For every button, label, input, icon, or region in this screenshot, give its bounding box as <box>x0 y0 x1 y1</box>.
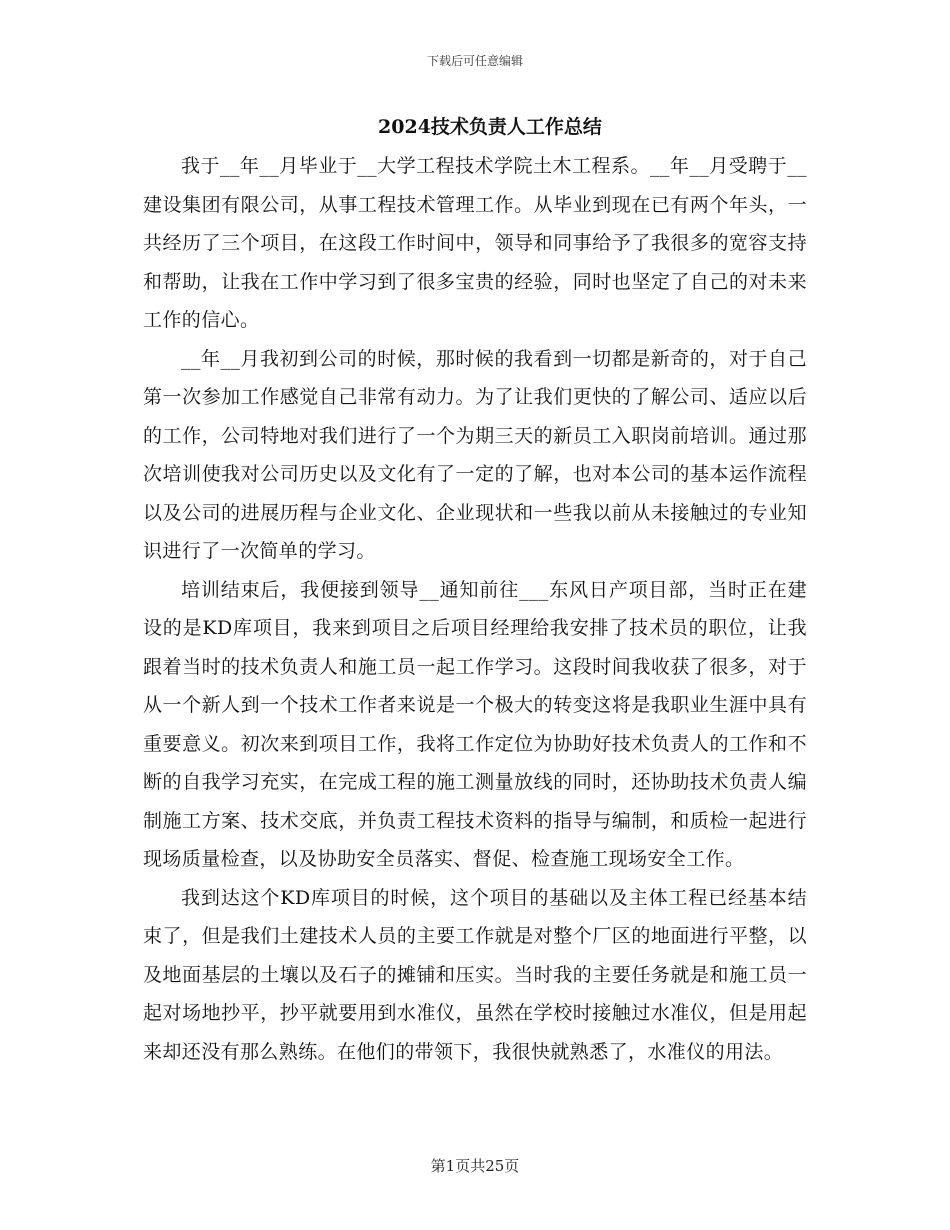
paragraph-3: 培训结束后，我便接到领导__通知前往___东风日产项目部，当时正在建设的是KD库项目，我来到项目之后项目经理给我安排了技术员的职位，让我跟着当时的技术负责人和施工员一起工作学习。这段时间我收获了很多，对于从一个新人到一个技术工作者来说是一个极大的转变这将是我职业生涯中具有重要意义。初次来到项目工作，我将工作定位为协助好技术负责人的工作和不断的自我学习充实，在完成工程的施工测量放线的同时，还协助技术负责人编制施工方案、技术交底，并负责工程技术资料的指导与编制，和质检一起进行现场质量检查，以及协助安全员落实、督促、检查施工现场安全工作。 <box>143 578 807 870</box>
page-number-footer: 第1页共25页 <box>430 1157 520 1175</box>
paragraph-1: 我于__年__月毕业于__大学工程技术学院土木工程系。__年__月受聘于__建设集团有限公司，从事工程技术管理工作。从毕业到现在已有两个年头，一共经历了三个项目，在这段工作时间中，领导和同事给予了我很多的宽容支持和帮助，让我在工作中学习到了很多宝贵的经验，同时也坚定了自己的对未来工作的信心。 <box>143 155 807 331</box>
document-title: 2024技术负责人工作总结 <box>378 116 602 138</box>
paragraph-4: 我到达这个KD库项目的时候，这个项目的基础以及主体工程已经基本结束了，但是我们土建技术人员的主要工作就是对整个厂区的地面进行平整，以及地面基层的土壤以及石子的摊铺和压实。当时我的主要任务就是和施工员一起对场地抄平，抄平就要用到水准仪，虽然在学校时接触过水准仪，但是用起来却还没有那么熟练。在他们的带领下，我很快就熟悉了，水准仪的用法。 <box>143 886 807 1063</box>
paragraph-2: __年__月我初到公司的时候，那时候的我看到一切都是新奇的，对于自己第一次参加工作感觉自己非常有动力。为了让我们更快的了解公司、适应以后的工作，公司特地对我们进行了一个为期三天的新员工入职岗前培训。通过那次培训使我对公司历史以及文化有了一定的了解，也对本公司的基本运作流程以及公司的进展历程与企业文化、企业现状和一些我以前从未接触过的专业知识进行了一次简单的学习。 <box>143 347 807 562</box>
header-note: 下载后可任意编辑 <box>426 54 523 68</box>
document-body <box>143 147 807 1071</box>
